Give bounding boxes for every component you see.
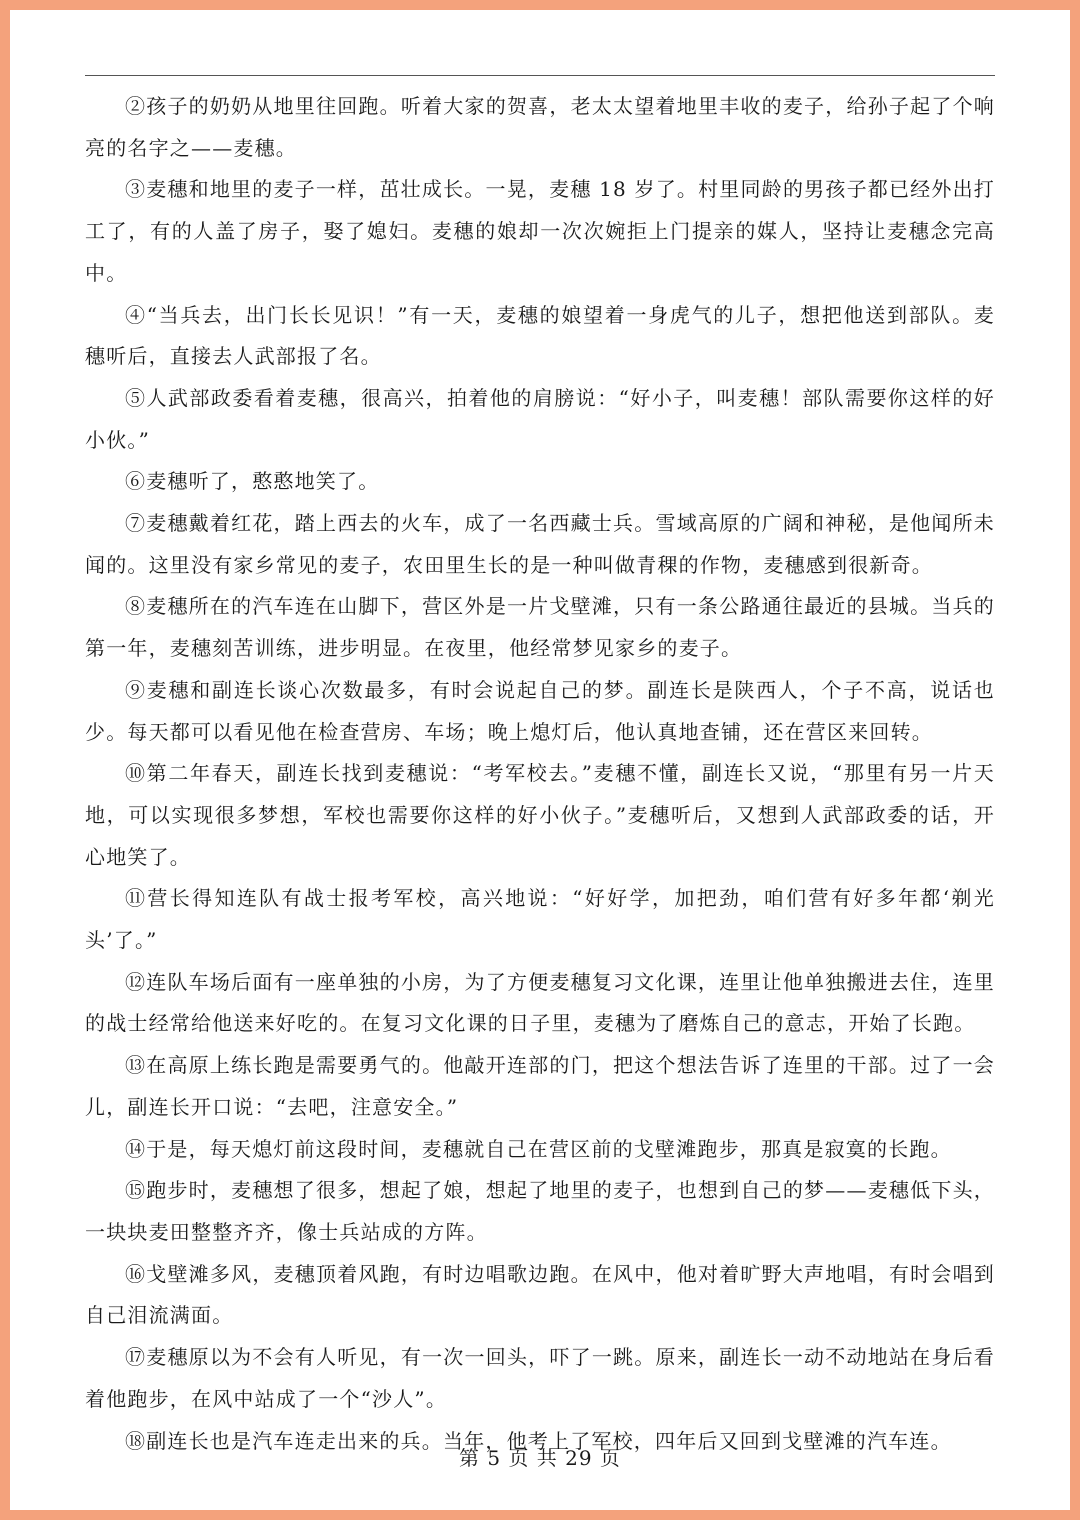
paragraph-13: ⑬在高原上练长跑是需要勇气的。他敲开连部的门，把这个想法告诉了连里的干部。过了一会儿，副连长开口说：“去吧，注意安全。” (85, 1053, 995, 1119)
paragraph-16: ⑯戈壁滩多风，麦穗顶着风跑，有时边唱歌边跑。在风中，他对着旷野大声地唱，有时会唱到自己泪流满面。 (85, 1261, 995, 1328)
paragraph-10: ⑩第二年春天，副连长找到麦穗说：“考军校去。”麦穗不懂，副连长又说，“那里有另一片天地，可以实现很多梦想，军校也需要你这样的好小伙子。”麦穗听后，又想到人武部政委的话，开心地笑了。 (85, 761, 995, 869)
header-rule (85, 75, 995, 76)
document-page (10, 10, 1070, 1510)
page-number: 第 5 页 共 29 页 (459, 1446, 621, 1470)
paragraph-8: ⑧麦穗所在的汽车连在山脚下，营区外是一片戈壁滩，只有一条公路通往最近的县城。当兵的第一年，麦穗刻苦训练，进步明显。在夜里，他经常梦见家乡的麦子。 (85, 594, 995, 661)
paragraph-7: ⑦麦穗戴着红花，踏上西去的火车，成了一名西藏士兵。雪域高原的广阔和神秘，是他闻所未闻的。这里没有家乡常见的麦子，农田里生长的是一种叫做青稞的作物，麦穗感到很新奇。 (85, 511, 995, 577)
paragraph-12: ⑫连队车场后面有一座单独的小房，为了方便麦穗复习文化课，连里让他单独搬进去住，连里的战士经常给他送来好吃的。在复习文化课的日子里，麦穗为了磨炼自己的意志，开始了长跑。 (85, 969, 995, 1036)
paragraph-17: ⑰麦穗原以为不会有人听见，有一次一回头，吓了一跳。原来，副连长一动不动地站在身后看着他跑步，在风中站成了一个“沙人”。 (85, 1345, 995, 1411)
paragraph-18: ⑱副连长也是汽车连走出来的兵。当年，他考上了军校，四年后又回到戈壁滩的汽车连。 (125, 1428, 952, 1453)
paragraph-11: ⑪营长得知连队有战士报考军校，高兴地说：“好好学，加把劲，咱们营有好多年都‘剃光头’了。” (85, 886, 995, 953)
paragraph-2: ②孩子的奶奶从地里往回跑。听着大家的贺喜，老太太望着地里丰收的麦子，给孙子起了个响亮的名字之——麦穗。 (85, 94, 995, 160)
paragraph-6: ⑥麦穗听了，憨憨地笑了。 (125, 469, 380, 494)
paragraph-9: ⑨麦穗和副连长谈心次数最多，有时会说起自己的梦。副连长是陕西人，个子不高，说话也少。每天都可以看见他在检查营房、车场；晚上熄灯后，他认真地查铺，还在营区来回转。 (85, 677, 995, 744)
paragraph-5: ⑤人武部政委看着麦穗，很高兴，拍着他的肩膀说：“好小子，叫麦穗！部队需要你这样的好小伙。” (85, 385, 995, 452)
article-body (85, 86, 995, 1462)
paragraph-3: ③麦穗和地里的麦子一样，茁壮成长。一晃，麦穗 18 岁了。村里同龄的男孩子都已经外出打工了，有的人盖了房子，娶了媳妇。麦穗的娘却一次次婉拒上门提亲的媒人，坚持让麦穗念完高中。 (85, 177, 995, 285)
paragraph-15: ⑮跑步时，麦穗想了很多，想起了娘，想起了地里的麦子，也想到自己的梦——麦穗低下头，一块块麦田整整齐齐，像士兵站成的方阵。 (85, 1178, 995, 1244)
paragraph-14: ⑭于是，每天熄灯前这段时间，麦穗就自己在营区前的戈壁滩跑步，那真是寂寞的长跑。 (125, 1136, 952, 1161)
paragraph-4: ④“当兵去，出门长长见识！”有一天，麦穗的娘望着一身虎气的儿子，想把他送到部队。麦穗听后，直接去人武部报了名。 (85, 302, 995, 369)
